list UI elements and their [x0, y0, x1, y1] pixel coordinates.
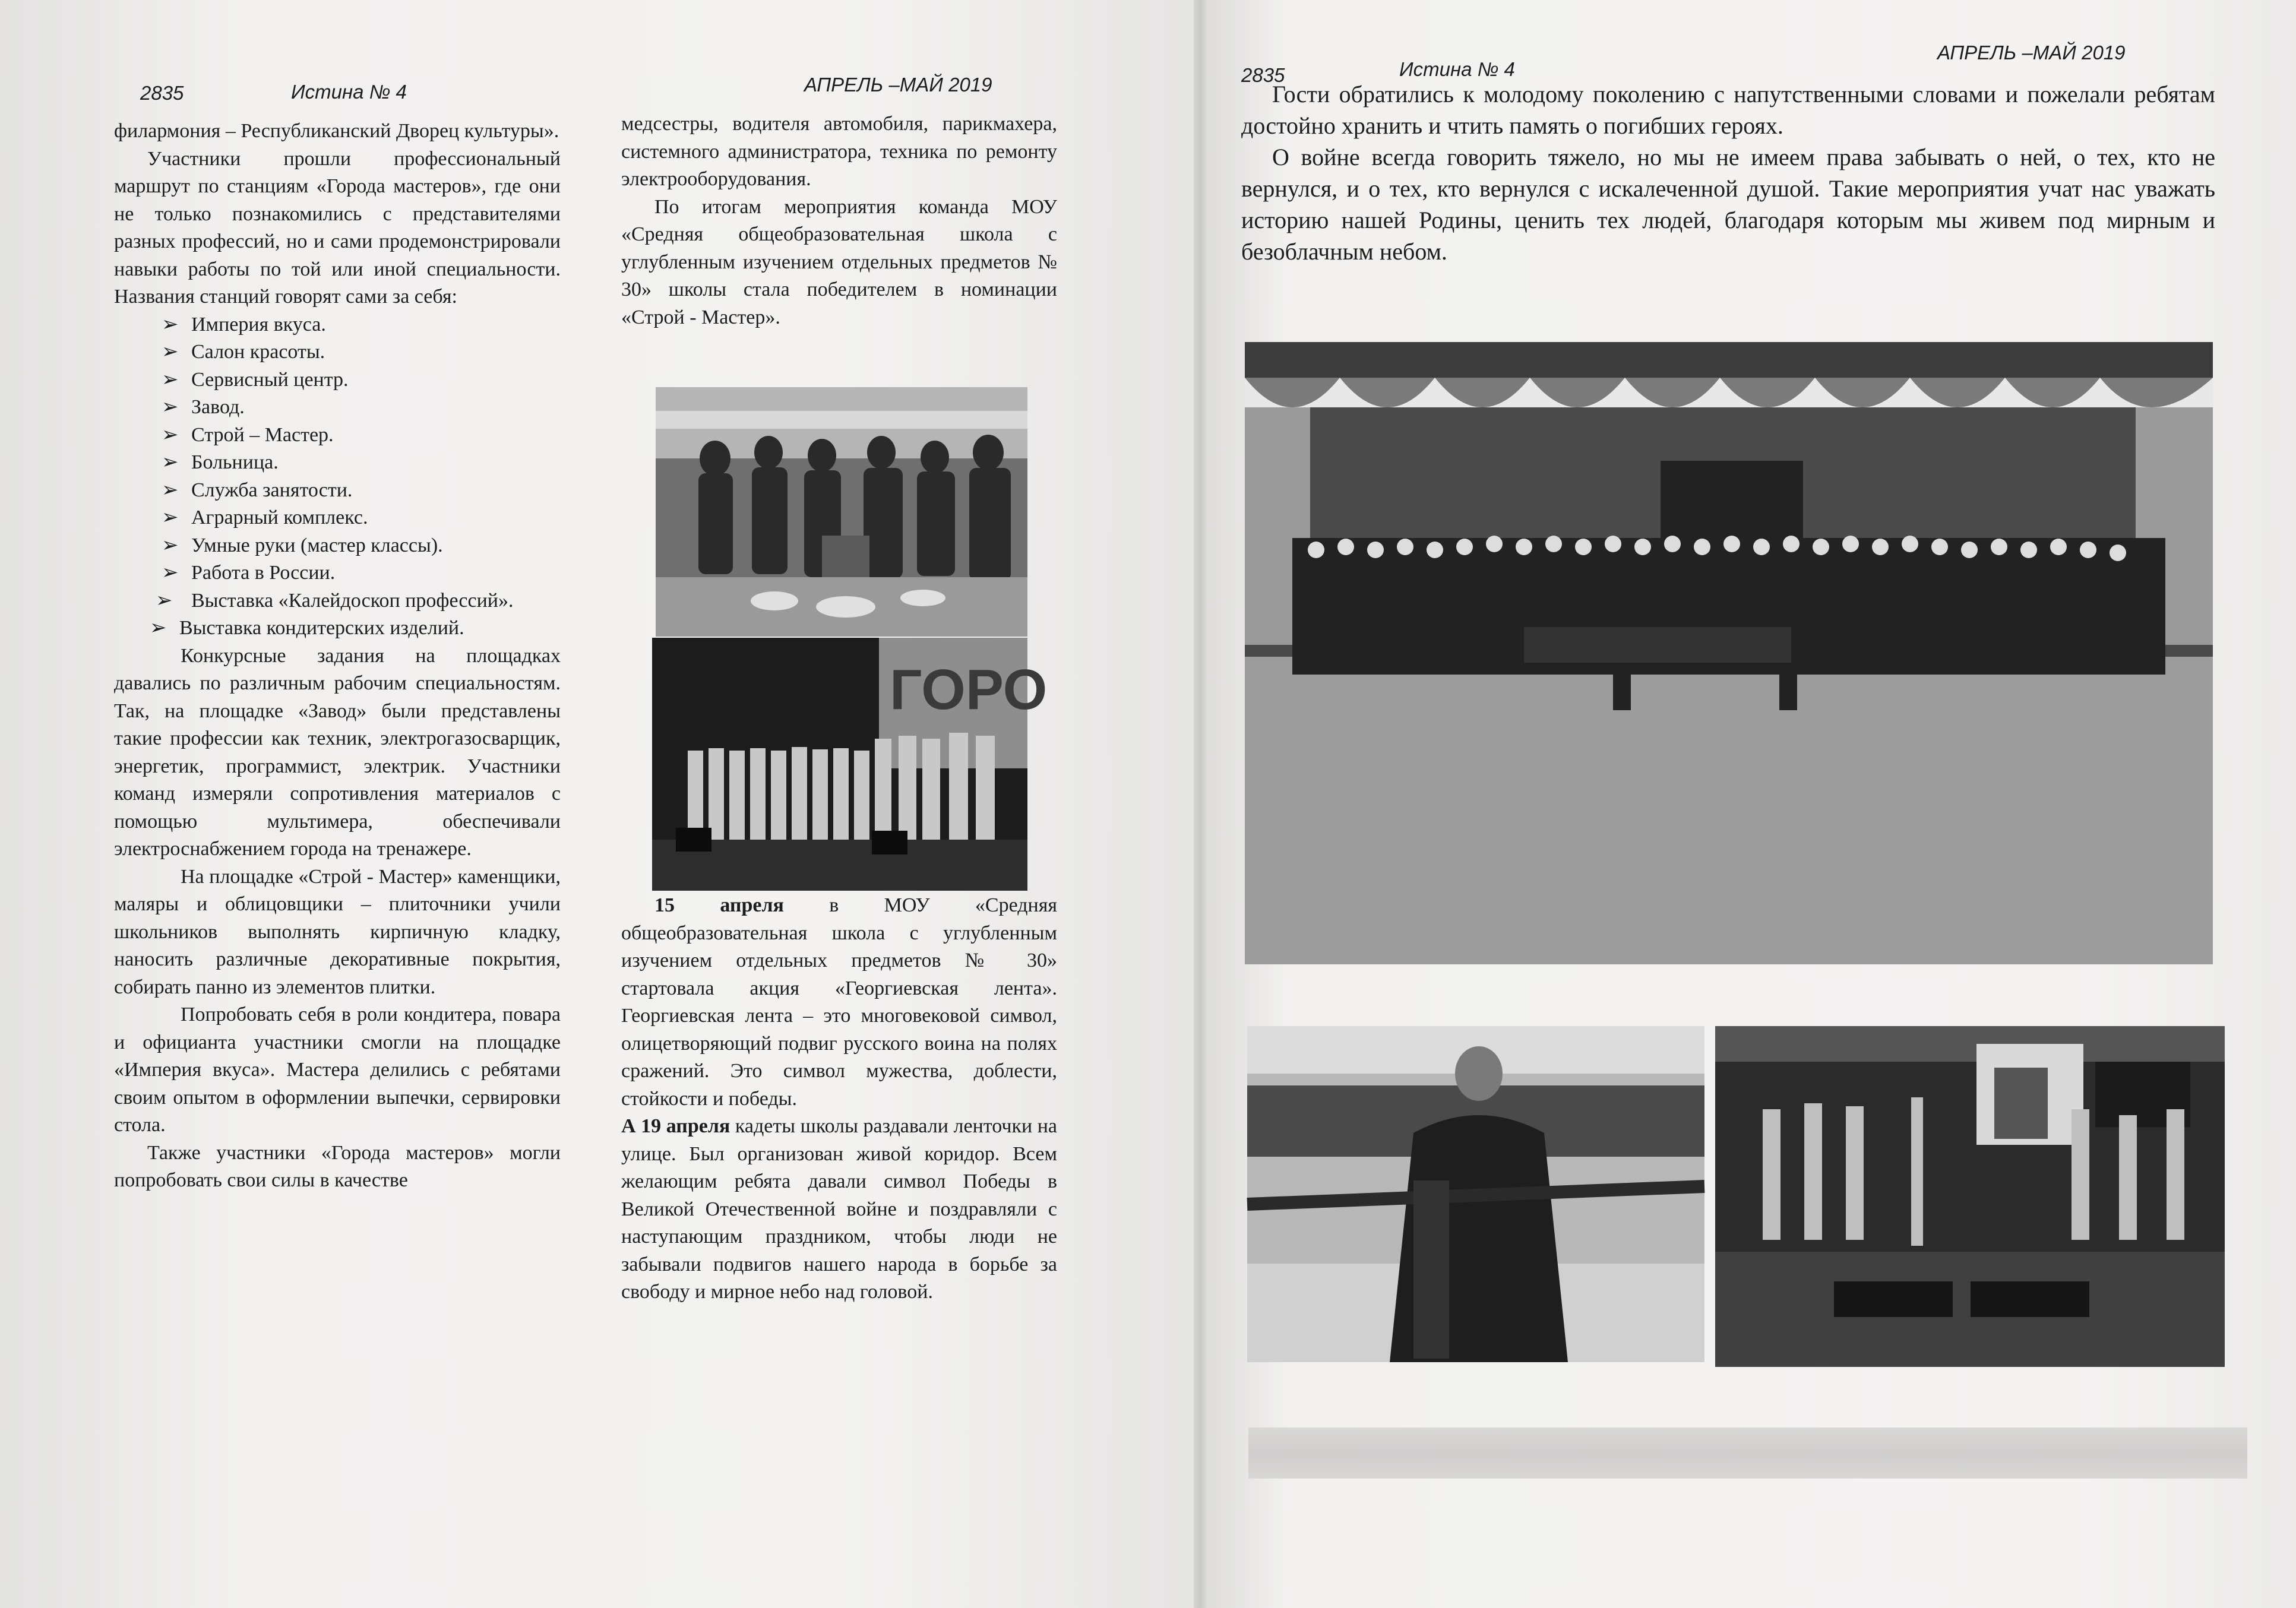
photo-ribbon-cutting [1247, 1026, 1704, 1362]
list-item: ➢ Завод. [114, 394, 561, 422]
arrow-bullet-icon: ➢ [156, 589, 173, 612]
column-1 [114, 118, 561, 1195]
list-item: ➢ Аграрный комплекс. [114, 504, 561, 532]
arrow-bullet-icon: ➢ [162, 562, 179, 584]
page-fold [1194, 0, 1207, 1608]
list-item: ➢ Выставка «Калейдоскоп профессий». [114, 587, 561, 615]
arrow-bullet-icon: ➢ [150, 617, 167, 639]
arrow-bullet-icon: ➢ [162, 313, 179, 335]
list-item: ➢ Строй – Мастер. [114, 422, 561, 450]
paragraph: Участники прошли профессиональный маршрут по станциям «Города мастеров», где они не только познакомились с представителями разных профессий, но и сами продемонстрировали навыки работы по той или иной специальности. Названия станций говорят сами за себя: [114, 147, 561, 308]
arrow-bullet-icon: ➢ [162, 341, 179, 363]
right-text [1241, 78, 2215, 267]
stage-sign-text: ГОРО [890, 658, 1048, 721]
list-item: ➢ Салон красоты. [114, 338, 561, 366]
paragraph: По итогам мероприятия команда МОУ «Средняя общеобразовательная школа с углубленным изучением отдельных предметов № 30» школы стала победителем в номинации «Строй - Мастер». [621, 195, 1057, 328]
header-page-number: 2835 [140, 82, 184, 104]
header-issue: Истина № 4 [291, 81, 407, 103]
header-page-number: 2835 [1241, 64, 1285, 86]
list-item: ➢ Работа в России. [114, 559, 561, 587]
blank-stripe [1248, 1427, 2247, 1479]
arrow-bullet-icon: ➢ [162, 423, 179, 446]
photo-assembly-hall-group [1245, 342, 2213, 964]
header-date: АПРЕЛЬ –МАЙ 2019 [1937, 42, 2126, 64]
paragraph: 15 апреля в МОУ «Средняя общеобразовательная школа с углубленным изучением отдельных предметов № 30» стартовала акция «Георгиевская лента». Георгиевская лента – это многовековой символ, олицетворяющий подвиг русского воина на полях сражений. Это символ мужества, доблести, стойкости и победы. [621, 894, 1057, 1110]
arrow-bullet-icon: ➢ [162, 368, 179, 391]
list-item: ➢ Сервисный центр. [114, 366, 561, 394]
photo-stage-group [652, 638, 1048, 891]
arrow-bullet-icon: ➢ [162, 479, 179, 501]
list-item: ➢ Умные руки (мастер классы). [114, 532, 561, 560]
list-item: ➢ Империя вкуса. [114, 311, 561, 339]
header-date: АПРЕЛЬ –МАЙ 2019 [804, 74, 992, 96]
paragraph: А 19 апреля кадеты школы раздавали ленточки на улице. Был организован живой коридор. Всем желающим ребята давали символ Победы в Великой Отечественной войне и поздравляли с наступающим праздником, чтобы люди не забывали подвигов нашего народа в борьбе за свободу и мирное небо над головой. [621, 1115, 1058, 1303]
column-2-continued [621, 892, 1057, 1306]
list-item: ➢ Выставка кондитерских изделий. [114, 615, 561, 642]
photo-students-workshop [656, 387, 1027, 637]
paragraph: медсестры, водителя автомобиля, парикмахера, системного администратора, техника по ремонту электрооборудования. [621, 113, 1057, 190]
arrow-bullet-icon: ➢ [162, 507, 179, 528]
arrow-bullet-icon: ➢ [162, 396, 179, 418]
stations-list [114, 311, 561, 642]
photo-memorial-ceremony [1715, 1026, 2225, 1367]
paragraph: О войне всегда говорить тяжело, но мы не имеем права забывать о ней, о тех, кто не вернулся, и о тех, кто вернулся с искалеченной душой. Такие мероприятия учат нас уважать историю нашей Родины, ценить тех людей, благодаря которым мы живем под мирным и безоблачным небом. [1241, 144, 2215, 265]
paragraph: Гости обратились к молодому поколению с напутственными словами и пожелали ребятам достойно хранить и чтить память о погибших героях. [1241, 81, 2215, 139]
list-item: ➢ Больница. [114, 449, 561, 477]
paragraph: Конкурсные задания на площадках давались по различным рабочим специальностям. Так, на площадке «Завод» были представлены такие профессии как техник, электрогазосварщик, энергетик, программист, электрик. Участники команд измеряли сопротивления материалов с помощью мультимера, обеспечивали электроснабжением города на тренажере. [114, 644, 561, 860]
paragraph: На площадке «Строй - Мастер» каменщики, маляры и облицовщики – плиточники учили школьников выполнять кирпичную кладку, наносить различные декоративные покрытия, собирать панно из элементов плитки. [114, 865, 561, 998]
header-issue: Истина № 4 [1399, 58, 1515, 80]
list-item: ➢ Служба занятости. [114, 477, 561, 505]
paragraph: Также участники «Города мастеров» могли попробовать свои силы в качестве [114, 1141, 561, 1191]
paragraph: Попробовать себя в роли кондитера, повара и официанта участники смогли на площадке «Империя вкуса». Мастера делились с ребятами своим опытом в оформлении выпечки, сервировки стола. [114, 1004, 561, 1136]
arrow-bullet-icon: ➢ [162, 534, 179, 556]
column-2 [621, 110, 1057, 331]
arrow-bullet-icon: ➢ [162, 451, 179, 473]
paragraph: филармония – Республиканский Дворец культуры». [114, 120, 559, 142]
